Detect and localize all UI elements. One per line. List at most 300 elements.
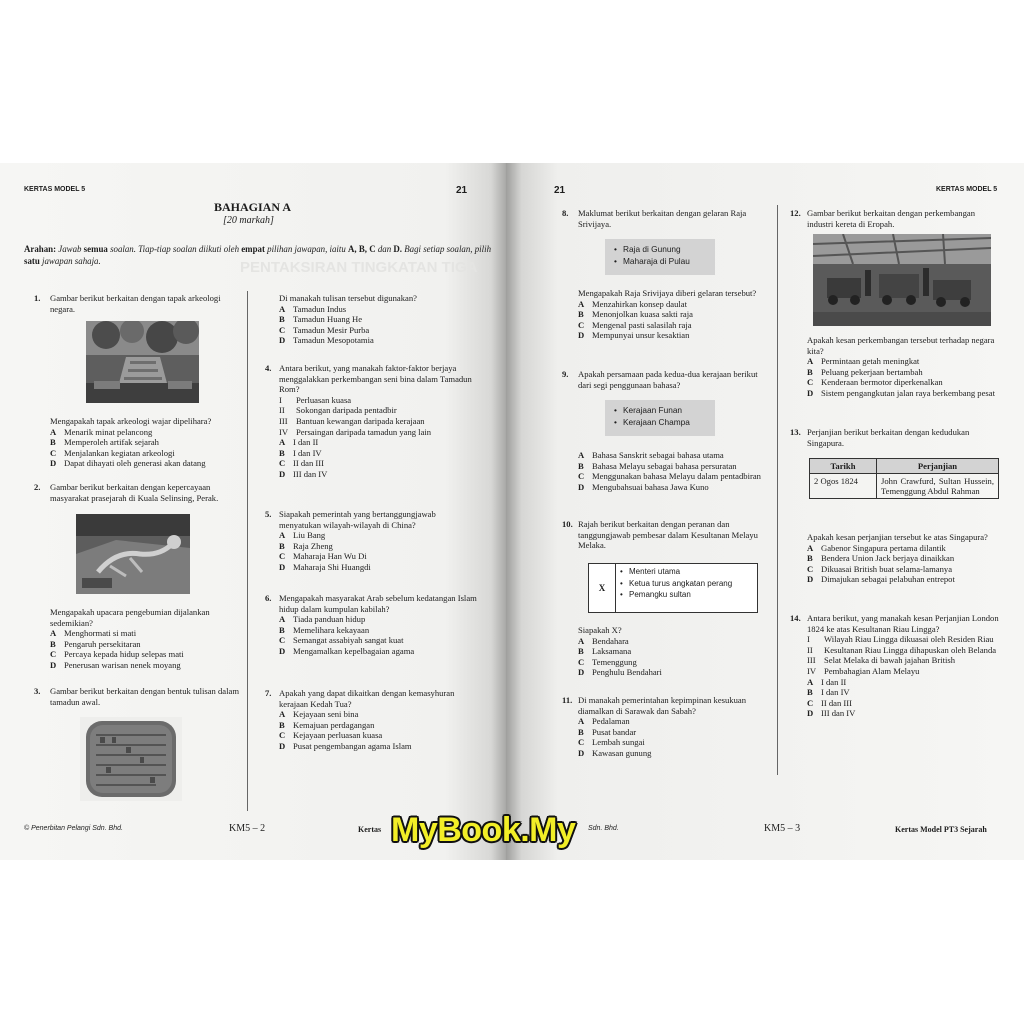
statement-text: Wilayah Riau Lingga dikuasai oleh Residen Riau — [824, 634, 994, 645]
option-d[interactable] — [279, 741, 477, 752]
option-d[interactable] — [279, 646, 477, 657]
instructions-bold: A, B, C — [348, 244, 376, 254]
option-text: Menarik minat pelancong — [64, 426, 153, 437]
option-letter: A — [578, 716, 585, 727]
option-b[interactable] — [807, 367, 1003, 378]
option-letter: D — [578, 330, 585, 341]
statement-numeral: II — [279, 405, 285, 416]
role-list — [616, 566, 757, 610]
option-letter: C — [578, 737, 585, 748]
instructions-text: soalan. Tiap-tiap soalan diikuti oleh — [110, 244, 240, 254]
option-text: Dikuasai British buat selama-lamanya — [821, 563, 953, 574]
option-letter: A — [807, 676, 814, 687]
option-text: Mengubahsuai bahasa Jawa Kuno — [592, 481, 709, 492]
statement-text: Pembahagian Alam Melayu — [824, 665, 920, 676]
question-13-body — [807, 532, 1003, 585]
left-footer-publisher: © Penerbitan Pelangi Sdn. Bhd. — [24, 825, 123, 832]
option-text: III dan IV — [821, 708, 856, 719]
treaty-table — [809, 458, 999, 499]
option-text: Lembah sungai — [592, 737, 645, 748]
option-c[interactable] — [279, 635, 477, 646]
option-b[interactable] — [279, 448, 477, 459]
option-text: Mempunyai unsur kesaktian — [592, 330, 690, 341]
option-letter: D — [578, 667, 585, 678]
right-footer-code: KM5 – 3 — [764, 823, 801, 834]
right-footer-publisher: Sdn. Bhd. — [588, 825, 619, 832]
question-stem: Gambar berikut berkaitan dengan kepercayaan masyarakat prasejarah di Kuala Selinsing, Perak. — [50, 482, 219, 503]
option-text: I dan II — [821, 676, 847, 687]
question-stem: Di manakah pemerintahan kepimpinan kesukuan diamalkan di Sarawak dan Sabah? — [578, 695, 747, 716]
burial-site-photo — [76, 514, 190, 594]
option-d[interactable] — [578, 748, 772, 759]
option-text: Menjalankan kegiatan arkeologi — [64, 447, 175, 458]
option-text: Dapat dihayati oleh generasi akan datang — [64, 458, 206, 469]
option-b[interactable] — [807, 553, 1003, 564]
option-letter: A — [578, 635, 585, 646]
option-b[interactable] — [279, 720, 477, 731]
section-marks: [20 markah] — [223, 215, 274, 226]
question-10-body — [578, 625, 774, 678]
right-page-number: 21 — [554, 185, 566, 196]
column-divider — [777, 205, 778, 775]
option-a[interactable] — [50, 427, 250, 438]
question-9 — [562, 369, 768, 390]
question-number: 3. — [34, 686, 41, 696]
question-14 — [790, 613, 1002, 719]
option-text: Raja Zheng — [293, 540, 333, 551]
option-letter: C — [279, 635, 286, 646]
option-text: Dimajukan sebagai pelabuhan entrepot — [821, 574, 955, 585]
option-d[interactable] — [807, 574, 1003, 585]
question-12-body — [807, 335, 1003, 399]
instructions-text: Jawab — [58, 244, 82, 254]
question-number: 5. — [265, 509, 272, 519]
option-text: Kemajuan perdagangan — [293, 719, 375, 730]
question-3-body — [265, 293, 477, 346]
option-b[interactable] — [578, 727, 772, 738]
option-text: Permintaan getah meningkat — [821, 356, 920, 367]
archaeology-site-photo — [86, 321, 199, 403]
option-letter: B — [279, 540, 285, 551]
statement-numeral: IV — [279, 426, 289, 437]
statement-numeral: I — [807, 634, 810, 645]
column-divider — [247, 291, 248, 811]
option-letter: B — [50, 437, 56, 448]
option-letter: B — [578, 309, 584, 320]
question-stem: Perjanjian berikut berkaitan dengan kedudukan Singapura. — [807, 427, 970, 448]
table-header: Tarikh — [810, 459, 877, 474]
question-stem: Gambar berikut berkaitan dengan tapak arkeologi negara. — [50, 293, 221, 314]
question-stem: Maklumat berikut berkaitan dengan gelaran Raja Srivijaya. — [578, 208, 747, 229]
option-text: I dan II — [293, 437, 319, 448]
option-b[interactable] — [578, 646, 774, 657]
question-number: 8. — [562, 208, 569, 218]
question-8 — [562, 208, 768, 229]
option-c[interactable] — [50, 649, 250, 660]
statement-numeral: III — [279, 415, 288, 426]
option-letter: D — [279, 740, 286, 751]
option-d[interactable] — [50, 458, 250, 469]
instructions-text: Bagi setiap soalan, pilih — [404, 244, 492, 254]
option-c[interactable] — [50, 448, 250, 459]
option-text: Temenggung — [592, 656, 637, 667]
option-d[interactable] — [279, 469, 477, 480]
option-text: Kejayaan perluasan kuasa — [293, 730, 383, 741]
option-letter: D — [50, 659, 57, 670]
question-7 — [265, 688, 477, 752]
question-number: 4. — [265, 363, 272, 373]
option-letter: D — [50, 458, 57, 469]
option-text: Pedalaman — [592, 716, 630, 727]
question-number: 14. — [790, 613, 801, 623]
option-letter: A — [807, 542, 814, 553]
option-c[interactable] — [578, 320, 774, 331]
option-text: Mengenal pasti salasilah raja — [592, 319, 692, 330]
right-page-header: KERTAS MODEL 5 — [936, 186, 998, 193]
option-d[interactable] — [578, 330, 774, 341]
option-d[interactable] — [807, 388, 1003, 399]
cuneiform-tablet-photo — [80, 717, 182, 801]
option-a[interactable] — [807, 543, 1003, 554]
question-stem: Apakah persamaan pada kedua-dua kerajaan berikut dari segi penggunaan bahasa? — [578, 369, 758, 390]
option-text: Memperoleh artifak sejarah — [64, 437, 159, 448]
option-text: II dan III — [293, 458, 325, 469]
question-text: Mengapakah Raja Srivijaya diberi gelaran tersebut? — [578, 288, 757, 298]
option-c[interactable] — [578, 471, 774, 482]
option-letter: C — [279, 324, 286, 335]
option-text: Kenderaan bermotor diperkenalkan — [821, 377, 943, 388]
option-b[interactable] — [279, 314, 477, 325]
option-letter: C — [279, 730, 286, 741]
role-item: • Menteri utama — [620, 566, 757, 578]
option-letter: D — [578, 481, 585, 492]
statement-i — [279, 395, 477, 406]
instructions-bold: D. — [393, 244, 403, 254]
question-stem: Antara berikut, yang manakah faktor-faktor berjaya menggalakkan perkembangan seni bina dalam Tamadun Rom? — [279, 363, 472, 395]
option-letter: C — [578, 471, 585, 482]
option-letter: B — [279, 447, 285, 458]
option-text: Mengamalkan kepelbagaian agama — [293, 645, 415, 656]
statement-text: Persaingan daripada tamadun yang lain — [296, 426, 432, 437]
question-6 — [265, 593, 477, 657]
option-text: I dan IV — [821, 687, 850, 698]
info-item: • Kerajaan Funan — [614, 404, 715, 416]
option-c[interactable] — [578, 657, 774, 668]
statement-text: Kesultanan Riau Lingga dihapuskan oleh Belanda — [824, 644, 997, 655]
instructions-bold: empat — [241, 244, 265, 254]
option-c[interactable] — [807, 564, 1003, 575]
option-letter: B — [578, 646, 584, 657]
option-letter: C — [578, 656, 585, 667]
open-book-spread — [0, 163, 1024, 860]
role-item: • Pemangku sultan — [620, 589, 757, 601]
option-text: Penerusan warisan nenek moyang — [64, 659, 181, 670]
statement-text: Bantuan kewangan daripada kerajaan — [296, 415, 425, 426]
left-footer-code: KM5 – 2 — [229, 823, 266, 834]
option-a[interactable] — [279, 614, 477, 625]
option-letter: C — [279, 551, 286, 562]
question-5 — [265, 509, 477, 573]
option-c[interactable] — [807, 698, 1002, 709]
option-d[interactable] — [807, 708, 1002, 719]
question-text: Mengapakah tapak arkeologi wajar dipelihara? — [50, 416, 212, 426]
option-letter: B — [279, 624, 285, 635]
option-text: Tamadun Indus — [293, 303, 347, 314]
question-stem: Gambar berikut berkaitan dengan bentuk tulisan dalam tamadun awal. — [50, 686, 239, 707]
option-letter: C — [578, 319, 585, 330]
right-page — [506, 163, 1024, 860]
statement-text: Perluasan kuasa — [296, 394, 352, 405]
option-a[interactable] — [279, 709, 477, 720]
option-letter: B — [50, 638, 56, 649]
question-stem: Siapakah pemerintah yang bertanggungjawab menyatukan wilayah-wilayah di China? — [279, 509, 436, 530]
option-letter: A — [279, 709, 286, 720]
option-letter: C — [50, 447, 57, 458]
left-page — [0, 163, 506, 860]
option-b[interactable] — [279, 541, 477, 552]
statement-text: Sokongan daripada pentadbir — [296, 405, 397, 416]
option-letter: B — [578, 460, 584, 471]
option-a[interactable] — [578, 716, 772, 727]
statement-text: Selat Melaka di bawah jajahan British — [824, 655, 956, 666]
question-number: 7. — [265, 688, 272, 698]
option-a[interactable] — [578, 636, 774, 647]
left-page-header: KERTAS MODEL 5 — [24, 186, 86, 193]
question-number: 11. — [562, 695, 573, 705]
left-page-number: 21 — [456, 185, 468, 196]
instructions-text: jawapan sahaja. — [42, 256, 101, 266]
question-text: Di manakah tulisan tersebut digunakan? — [279, 293, 417, 303]
instructions — [24, 243, 494, 267]
table-header: Perjanjian — [877, 459, 999, 474]
question-1-body — [50, 416, 250, 469]
instructions-bold: satu — [24, 256, 40, 266]
question-number: 10. — [562, 519, 573, 529]
option-d[interactable] — [578, 482, 774, 493]
option-text: Memelihara kekayaan — [293, 624, 370, 635]
option-letter: B — [279, 314, 285, 325]
option-a[interactable] — [807, 356, 1003, 367]
option-letter: A — [279, 614, 286, 625]
statement-ii — [279, 405, 477, 416]
option-d[interactable] — [578, 667, 774, 678]
option-a[interactable] — [279, 304, 477, 315]
question-stem: Rajah berikut berkaitan dengan peranan dan tanggungjawab pembesar dalam Kesultanan Melayu Melaka. — [578, 519, 758, 551]
option-d[interactable] — [279, 562, 477, 573]
option-c[interactable] — [279, 551, 477, 562]
unknown-x-label: X — [589, 564, 616, 612]
option-letter: A — [279, 303, 286, 314]
option-letter: B — [578, 726, 584, 737]
question-number: 9. — [562, 369, 569, 379]
option-text: Bahasa Melayu sebagai bahasa persuratan — [592, 460, 737, 471]
option-letter: D — [279, 561, 286, 572]
question-stem: Antara berikut, yang manakah kesan Perjanjian London 1824 ke atas Kesultanan Riau Lingga? — [807, 613, 999, 634]
option-letter: D — [807, 387, 814, 398]
option-text: Menggunakan bahasa Melayu dalam pentadbiran — [592, 471, 761, 482]
option-a[interactable] — [50, 628, 250, 639]
option-letter: D — [578, 747, 585, 758]
option-letter: C — [279, 458, 286, 469]
option-c[interactable] — [279, 458, 477, 469]
question-text: Apakah kesan perjanjian tersebut ke atas Singapura? — [807, 532, 988, 542]
option-letter: B — [807, 366, 813, 377]
option-letter: D — [807, 708, 814, 719]
option-text: Semangat assabiyah sangat kuat — [293, 635, 404, 646]
option-letter: C — [50, 649, 57, 660]
option-a[interactable] — [279, 530, 477, 541]
instructions-bold: semua — [83, 244, 108, 254]
role-item: • Ketua turus angkatan perang — [620, 578, 757, 590]
statement-iii — [279, 416, 477, 427]
option-text: Pusat pengembangan agama Islam — [293, 740, 412, 751]
option-text: Menghormati si mati — [64, 628, 137, 639]
option-text: Menzahirkan konsep daulat — [592, 298, 687, 309]
option-text: Kawasan gunung — [592, 747, 652, 758]
option-text: Gabenor Singapura pertama dilantik — [821, 542, 946, 553]
car-factory-photo — [813, 234, 991, 326]
option-d[interactable] — [50, 660, 250, 671]
statement-numeral: II — [807, 644, 813, 655]
option-letter: A — [279, 530, 286, 541]
option-letter: B — [807, 687, 813, 698]
info-item: • Maharaja di Pulau — [614, 255, 715, 267]
question-number: 1. — [34, 293, 41, 303]
option-c[interactable] — [279, 730, 477, 741]
watermark-text: PENTAKSIRAN TINGKATAN TIGA — [240, 259, 478, 276]
option-c[interactable] — [807, 377, 1003, 388]
option-text: III dan IV — [293, 468, 328, 479]
question-text: Siapakah X? — [578, 625, 622, 635]
option-letter: C — [807, 563, 814, 574]
statement-iv — [807, 666, 1002, 677]
question-2 — [34, 482, 240, 503]
question-9-body — [578, 450, 774, 492]
question-stem: Mengapakah masyarakat Arab sebelum kedatangan Islam hidup dalam kumpulan kabilah? — [279, 593, 477, 614]
option-text: I dan IV — [293, 447, 322, 458]
statement-numeral: I — [279, 394, 282, 405]
option-text: Percaya kepada hidup selepas mati — [64, 649, 184, 660]
question-text: Apakah kesan perkembangan tersebut terhadap negara kita? — [807, 335, 995, 356]
option-b[interactable] — [578, 309, 774, 320]
option-text: Peluang pekerjaan bertambah — [821, 366, 923, 377]
option-text: Tamadun Mesopotamia — [293, 335, 374, 346]
info-item: • Raja di Gunung — [614, 243, 715, 255]
option-a[interactable] — [279, 437, 477, 448]
option-text: Sistem pengangkutan jalan raya berkembang pesat — [821, 387, 995, 398]
question-1 — [34, 293, 240, 314]
info-box-q9 — [605, 400, 715, 436]
option-b[interactable] — [279, 625, 477, 636]
question-number: 6. — [265, 593, 272, 603]
option-text: Maharaja Han Wu Di — [293, 551, 367, 562]
statement-ii — [807, 645, 1002, 656]
option-text: Pengaruh persekitaran — [64, 638, 141, 649]
question-12 — [790, 208, 1002, 229]
info-item: • Kerajaan Champa — [614, 416, 715, 428]
option-d[interactable] — [279, 335, 477, 346]
option-b[interactable] — [578, 461, 774, 472]
option-text: II dan III — [821, 697, 853, 708]
option-text: Tamadun Huang He — [293, 314, 363, 325]
option-a[interactable] — [807, 677, 1002, 688]
table-cell: John Crawfurd, Sultan Hussein, Temenggung Abdul Rahman — [877, 474, 999, 499]
option-letter: A — [279, 437, 286, 448]
option-c[interactable] — [279, 325, 477, 336]
table-cell: 2 Ogos 1824 — [810, 474, 877, 499]
question-8-body — [578, 288, 774, 341]
statement-iv — [279, 427, 477, 438]
question-stem: Gambar berikut berkaitan dengan perkembangan industri kereta di Eropah. — [807, 208, 975, 229]
section-title: BAHAGIAN A — [214, 200, 292, 214]
question-number: 13. — [790, 427, 801, 437]
option-a[interactable] — [578, 299, 774, 310]
option-letter: C — [807, 697, 814, 708]
option-b[interactable] — [50, 639, 250, 650]
instructions-label: Arahan: — [24, 244, 57, 254]
right-footer-title: Kertas Model PT3 Sejarah — [895, 825, 987, 834]
question-3 — [34, 686, 240, 707]
question-10 — [562, 519, 772, 551]
question-4 — [265, 363, 477, 480]
option-text: Bahasa Sanskrit sebagai bahasa utama — [592, 450, 724, 460]
question-number: 2. — [34, 482, 41, 492]
question-11 — [562, 695, 772, 759]
option-letter: D — [279, 645, 286, 656]
statement-numeral: IV — [807, 665, 817, 676]
statement-iii — [807, 655, 1002, 666]
option-text: Laksamana — [592, 646, 632, 657]
option-letter: A — [50, 628, 57, 639]
option-b[interactable] — [807, 687, 1002, 698]
option-letter: A — [578, 298, 585, 309]
statement-i — [807, 634, 1002, 645]
info-box-q8 — [605, 239, 715, 275]
option-a[interactable] — [578, 450, 774, 461]
question-2-body — [50, 607, 250, 671]
option-letter: B — [807, 553, 813, 564]
option-c[interactable] — [578, 737, 772, 748]
option-text: Bendera Union Jack berjaya dinaikkan — [821, 553, 955, 564]
option-b[interactable] — [50, 437, 250, 448]
role-diagram — [588, 563, 758, 613]
option-text: Tamadun Mesir Purba — [293, 324, 370, 335]
question-13 — [790, 427, 1002, 448]
option-text: Liu Bang — [293, 530, 326, 541]
mybook-logo: MyBook.My — [391, 811, 576, 849]
option-letter: A — [578, 450, 585, 460]
option-text: Tiada panduan hidup — [293, 614, 366, 625]
instructions-text: pilihan jawapan, iaitu — [267, 244, 346, 254]
option-text: Maharaja Shi Huangdi — [293, 561, 371, 572]
question-text: Mengapakah upacara pengebumian dijalankan sedemikian? — [50, 607, 210, 628]
option-letter: D — [279, 468, 286, 479]
option-text: Bendahara — [592, 635, 629, 646]
instructions-text: dan — [377, 244, 392, 254]
question-number: 12. — [790, 208, 801, 218]
option-letter: A — [807, 356, 814, 367]
option-text: Menonjolkan kuasa sakti raja — [592, 309, 693, 320]
option-letter: C — [807, 377, 814, 388]
question-stem: Apakah yang dapat dikaitkan dengan kemasyhuran kerajaan Kedah Tua? — [279, 688, 455, 709]
option-text: Kejayaan seni bina — [293, 709, 359, 720]
option-letter: D — [807, 574, 814, 585]
option-letter: B — [279, 719, 285, 730]
statement-numeral: III — [807, 655, 816, 666]
option-text: Pusat bandar — [592, 726, 637, 737]
left-footer-title: Kertas — [358, 825, 382, 834]
option-text: Penghulu Bendahari — [592, 667, 662, 678]
